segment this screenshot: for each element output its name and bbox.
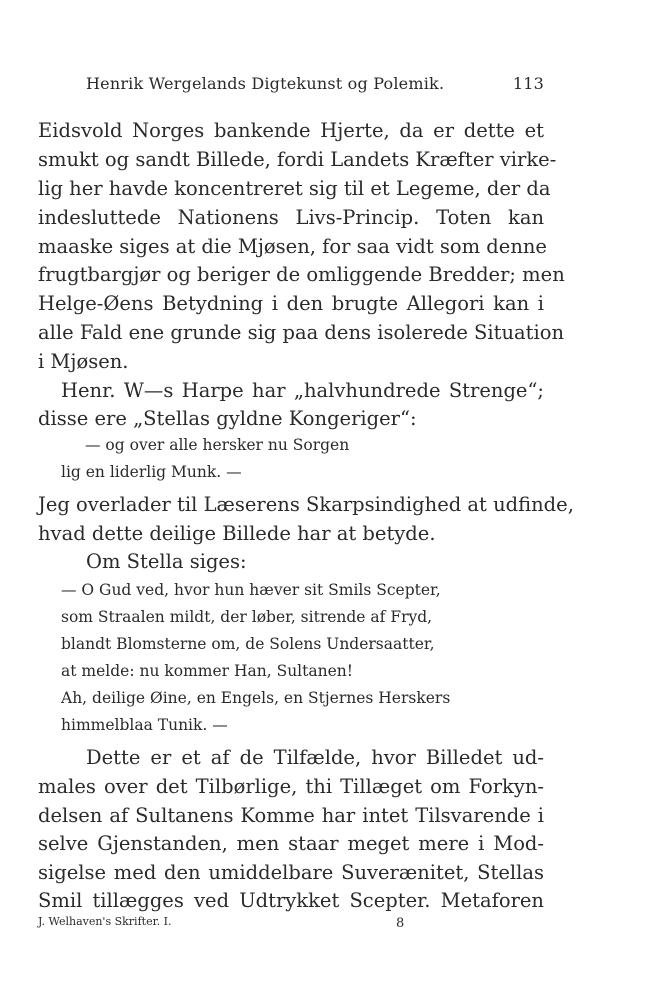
- quote-line: at melde: nu kommer Han, Sultanen!: [61, 662, 353, 680]
- text-line: Om Stella siges:: [86, 550, 247, 573]
- text-line: Smil tillægges ved Udtrykket Scepter. Metaforen: [38, 889, 544, 912]
- quote-line: lig en liderlig Munk. —: [61, 463, 242, 481]
- quote-line: himmelblaa Tunik. —: [61, 716, 228, 734]
- running-header: [86, 74, 544, 93]
- text-line: selve Gjenstanden, men staar meget mere i Mod-: [38, 832, 544, 855]
- text-line: sigelse med den umiddelbare Suverænitet, Stellas: [38, 861, 544, 884]
- page-number: 113: [512, 74, 544, 93]
- text-line: delsen af Sultanens Komme har intet Tilsvarende i: [38, 804, 544, 827]
- text-line: alle Fald ene grunde sig paa dens isolerede Situation: [38, 321, 565, 344]
- quote-line: — O Gud ved, hvor hun hæver sit Smils Scepter,: [61, 581, 441, 599]
- text-line: frugtbargjør og beriger de omliggende Bredder; men: [38, 263, 565, 286]
- text-line: indesluttede Nationens Livs-Princip. Toten kan: [38, 206, 544, 229]
- page-footer: [38, 915, 544, 931]
- text-line: maaske siges at die Mjøsen, for saa vidt som denne: [38, 235, 547, 258]
- text-line: lig her havde koncentreret sig til et Legeme, der da: [38, 177, 551, 200]
- running-title: Henrik Wergelands Digtekunst og Polemik.: [86, 74, 445, 93]
- text-line: Helge-Øens Betydning i den brugte Allegori kan i: [38, 292, 544, 315]
- text-line: Henr. W—s Harpe har „halvhundrede Strenge“;: [61, 379, 544, 402]
- text-line: i Mjøsen.: [38, 350, 129, 373]
- signature-mark: 8: [396, 916, 405, 931]
- text-line: disse ere „Stellas gyldne Kongeriger“:: [38, 407, 417, 430]
- quote-line: som Straalen mildt, der løber, sitrende af Fryd,: [61, 608, 433, 626]
- text-line: smukt og sandt Billede, fordi Landets Kræfter virke-: [38, 148, 557, 171]
- quote-line: blandt Blomsterne om, de Solens Undersaatter,: [61, 635, 435, 653]
- text-line: Dette er et af de Tilfælde, hvor Billedet ud-: [86, 746, 544, 769]
- quote-line: Ah, deilige Øine, en Engels, en Stjernes Herskers: [61, 689, 451, 707]
- text-line: hvad dette deilige Billede har at betyde.: [38, 522, 436, 545]
- text-line: Eidsvold Norges bankende Hjerte, da er dette et: [38, 119, 544, 142]
- text-line: males over det Tilbørlige, thi Tillæget om Forkyn-: [38, 775, 544, 798]
- quote-line: — og over alle hersker nu Sorgen: [85, 436, 350, 454]
- footer-note: J. Welhaven's Skrifter. I.: [38, 915, 172, 928]
- text-line: Jeg overlader til Læserens Skarpsindighed at udfinde,: [38, 493, 574, 516]
